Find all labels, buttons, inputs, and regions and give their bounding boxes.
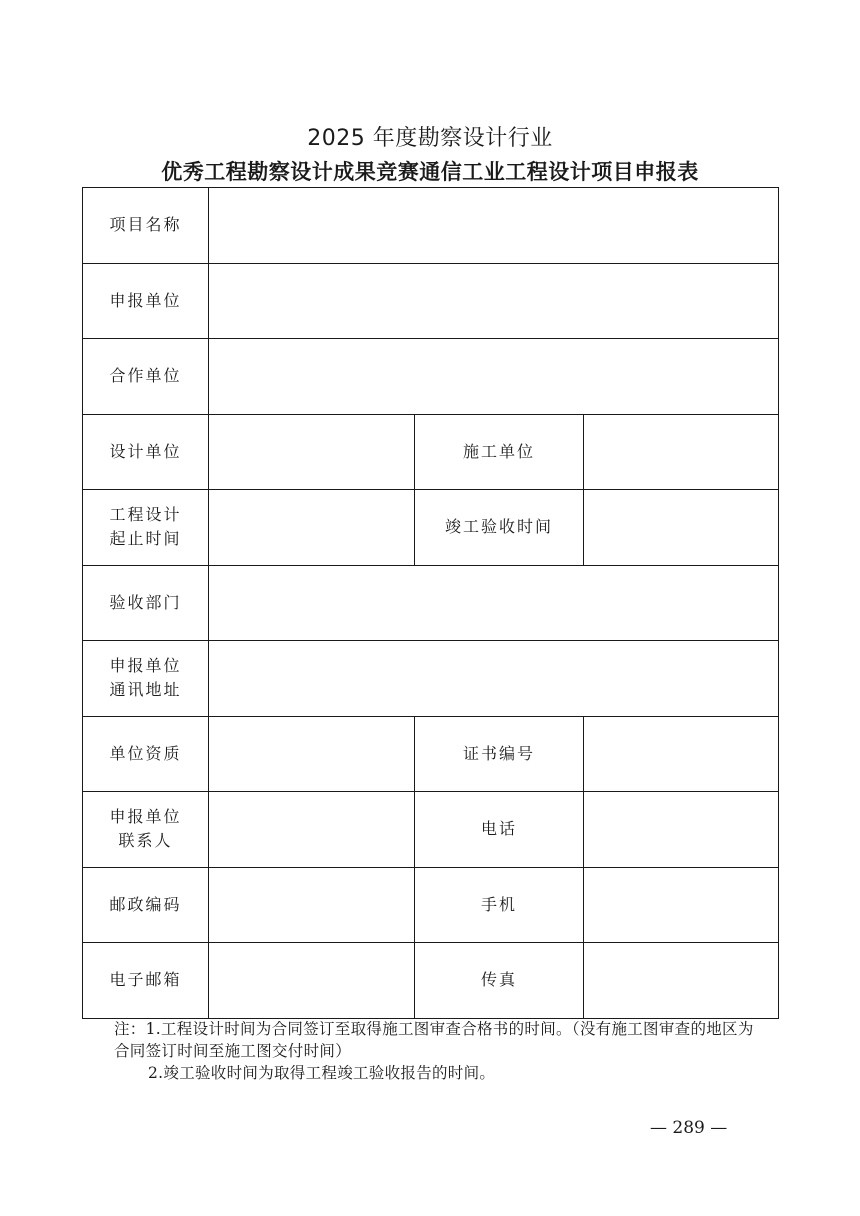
field-postal-code[interactable] (209, 867, 415, 943)
label-construction-unit: 施工单位 (415, 414, 584, 490)
label-completion-acceptance-time: 竣工验收时间 (415, 490, 584, 566)
label-fax: 传真 (415, 943, 584, 1019)
row-postal-mobile (83, 867, 779, 943)
document-title-line2: 优秀工程勘察设计成果竞赛通信工业工程设计项目申报表 (161, 160, 699, 184)
application-form-table (82, 187, 779, 1019)
row-applicant-address (83, 641, 779, 717)
field-fax[interactable] (584, 943, 779, 1019)
row-email-fax (83, 943, 779, 1019)
field-completion-acceptance-time[interactable] (584, 490, 779, 566)
label-applicant-address: 申报单位 通讯地址 (83, 641, 209, 717)
label-mobile: 手机 (415, 867, 584, 943)
field-applicant-address[interactable] (209, 641, 779, 717)
field-partner-unit[interactable] (209, 339, 779, 415)
label-unit-qualification: 单位资质 (83, 716, 209, 792)
field-project-name[interactable] (209, 188, 779, 264)
field-applicant-unit[interactable] (209, 263, 779, 339)
label-phone: 电话 (415, 792, 584, 868)
label-certificate-number: 证书编号 (415, 716, 584, 792)
field-unit-qualification[interactable] (209, 716, 415, 792)
row-qualification-certificate (83, 716, 779, 792)
row-project-name (83, 188, 779, 264)
field-applicant-contact[interactable] (209, 792, 415, 868)
note-1: 注：1.工程设计时间为合同签订至取得施工图审查合格书的时间。（没有施工图审查的地区为合同签订时间至施工图交付时间） (114, 1020, 754, 1060)
row-partner-unit (83, 339, 779, 415)
field-email[interactable] (209, 943, 415, 1019)
row-applicant-unit (83, 263, 779, 339)
label-postal-code: 邮政编码 (83, 867, 209, 943)
label-design-unit: 设计单位 (83, 414, 209, 490)
field-acceptance-department[interactable] (209, 565, 779, 641)
field-certificate-number[interactable] (584, 716, 779, 792)
field-mobile[interactable] (584, 867, 779, 943)
label-acceptance-department: 验收部门 (83, 565, 209, 641)
field-design-unit[interactable] (209, 414, 415, 490)
document-title-line1: 2025 年度勘察设计行业 (307, 126, 553, 151)
label-partner-unit: 合作单位 (83, 339, 209, 415)
page-number: — 289 — (650, 1118, 728, 1138)
row-acceptance-department (83, 565, 779, 641)
notes-section (114, 1018, 754, 1084)
field-design-period[interactable] (209, 490, 415, 566)
label-project-name: 项目名称 (83, 188, 209, 264)
label-applicant-contact: 申报单位 联系人 (83, 792, 209, 868)
row-contact-phone (83, 792, 779, 868)
row-design-construction (83, 414, 779, 490)
label-design-period: 工程设计 起止时间 (83, 490, 209, 566)
label-email: 电子邮箱 (83, 943, 209, 1019)
field-phone[interactable] (584, 792, 779, 868)
row-period-acceptance (83, 490, 779, 566)
label-applicant-unit: 申报单位 (83, 263, 209, 339)
field-construction-unit[interactable] (584, 414, 779, 490)
note-2: 2.竣工验收时间为取得工程竣工验收报告的时间。 (148, 1064, 496, 1082)
